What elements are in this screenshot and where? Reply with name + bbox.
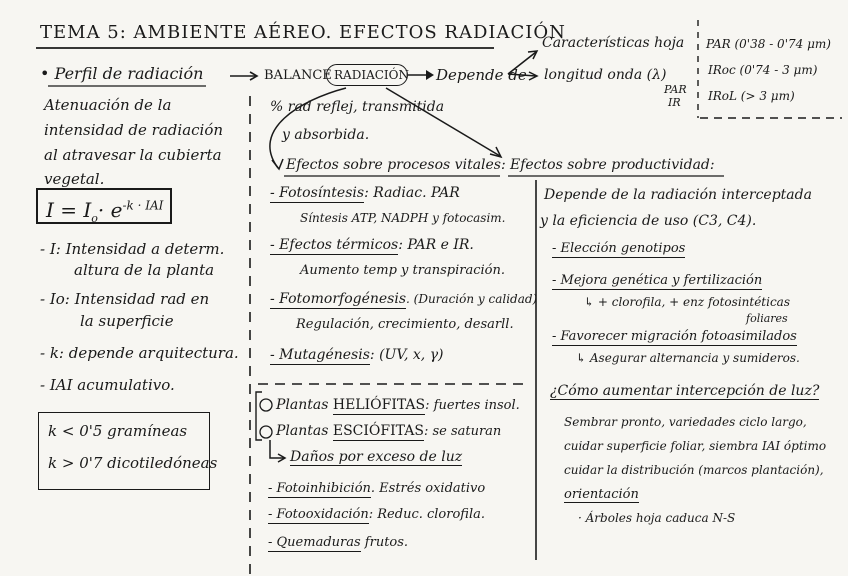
favorecer-migracion	[552, 330, 797, 343]
helio-b: HELIÓFITAS	[332, 397, 426, 413]
radiacion-label: RADIACIÓN	[334, 68, 409, 82]
termicos-rest: : PAR e IR.	[398, 237, 474, 253]
foliares-note: foliares	[746, 312, 788, 325]
lambda-par: PAR	[664, 83, 687, 96]
atten-line-1: Atenuación de la	[44, 96, 172, 114]
answer-line3: cuidar la distribución (marcos plantación),	[564, 463, 824, 477]
reflect-line2: y absorbida.	[282, 127, 370, 143]
def-i-line2: altura de la planta	[74, 261, 215, 279]
perfil-heading: • Perfil de radiación	[40, 64, 204, 83]
formula-sub: o	[91, 212, 98, 225]
k-gramineas: k < 0'5 gramíneas	[48, 422, 188, 440]
mutagenesis-rest: : (UV, x, γ)	[369, 347, 444, 363]
mejora-genetica	[552, 274, 762, 287]
favorecer-title: - Favorecer migración fotoasimilados	[552, 329, 797, 344]
page-title: TEMA 5: AMBIENTE AÉREO. EFECTOS RADIACIÓN	[40, 22, 566, 43]
vital-heading: Efectos sobre procesos vitales:	[286, 157, 506, 173]
helio-circle	[260, 399, 272, 411]
helio-c: : fuertes insol.	[425, 398, 520, 413]
fotosintesis-rest: : Radiac. PAR	[364, 185, 460, 201]
answer-line2: cuidar superficie foliar, siembra IAI óptimo	[564, 439, 827, 453]
atten-line-3: al atravesar la cubierta	[44, 146, 222, 164]
danos-arrow	[270, 440, 284, 458]
formula-exp: -k · IAI	[122, 198, 164, 213]
def-io-line1: - Io: Intensidad rad en	[40, 290, 210, 308]
termicos-row	[270, 238, 474, 252]
depende-de: Depende de	[436, 66, 527, 84]
escio-b: ESCIÓFITAS	[332, 423, 424, 439]
danos-heading: Daños por exceso de luz	[290, 449, 463, 465]
termicos-detail: Aumento temp y transpiración.	[300, 263, 505, 278]
answer-line1: Sembrar pronto, variedades ciclo largo,	[564, 415, 807, 429]
def-i-line1: - I: Intensidad a determ.	[40, 240, 225, 258]
def-k: - k: depende arquitectura.	[40, 344, 239, 362]
fotosintesis-title: - Fotosíntesis	[270, 185, 365, 201]
eleccion-genotipos	[552, 242, 685, 255]
escio-c: : se saturan	[423, 424, 502, 439]
quemaduras-row	[268, 536, 408, 549]
fotomorfo-detail: Regulación, crecimiento, desarll.	[296, 317, 514, 332]
formula-box	[36, 188, 172, 224]
orientacion-title: orientación	[564, 487, 639, 502]
helio-a: Plantas	[276, 397, 333, 413]
fotoinhibicion-title: - Fotoinhibición	[268, 481, 371, 496]
escio-a: Plantas	[276, 423, 333, 439]
orientacion-text: · Árboles hoja caduca N-S	[578, 511, 736, 525]
quemaduras-rest: frutos.	[360, 535, 409, 550]
termicos-title: - Efectos térmicos	[270, 237, 399, 253]
formula-mid: · e	[97, 198, 123, 222]
formula-lhs: I = I	[46, 198, 92, 222]
productivity-heading: Efectos sobre productividad:	[510, 157, 715, 173]
range-par: PAR (0'38 - 0'74 μm)	[706, 37, 831, 51]
mutagenesis-title: - Mutagénesis	[270, 347, 370, 363]
fotoinhibicion-rest: . Estrés oxidativo	[370, 481, 486, 496]
fotomorfo-row	[270, 292, 537, 306]
plants-bracket	[256, 392, 262, 440]
escio-circle	[260, 426, 272, 438]
prod-intro-2: y la eficiencia de uso (C3, C4).	[540, 213, 757, 229]
fotoinhibicion-row	[268, 482, 485, 495]
mejora-sub: ↳ + clorofila, + enz fotosintéticas	[584, 295, 790, 309]
fotomorfo-rest: . (Duración y calidad)	[406, 292, 538, 306]
quemaduras-title: - Quemaduras	[268, 535, 361, 550]
attenuation-formula	[46, 198, 163, 225]
longitud-onda: longitud onda (λ)	[544, 67, 667, 83]
fotosintesis-row	[270, 186, 460, 200]
balance-label: BALANCE	[264, 68, 332, 83]
heliofitas-row	[276, 398, 520, 412]
favorecer-sub: ↳ Asegurar alternancia y sumideros.	[576, 351, 800, 365]
fotooxidacion-title: - Fotooxidación	[268, 507, 369, 522]
mejora-title: - Mejora genética y fertilización	[552, 273, 763, 288]
def-io-line2: la superficie	[80, 312, 174, 330]
range-irol: IRoL (> 3 μm)	[708, 89, 795, 103]
k-dicotiledoneas: k > 0'7 dicotiledóneas	[48, 454, 218, 472]
lambda-ir: IR	[668, 96, 681, 109]
reflect-line1: % rad reflej, transmitida	[270, 99, 445, 115]
intercepcion-question: ¿Cómo aumentar intercepción de luz?	[550, 383, 820, 399]
fotooxidacion-row	[268, 508, 485, 521]
fotosintesis-detail: Síntesis ATP, NADPH y fotocasim.	[300, 211, 506, 225]
esciofitas-row	[276, 424, 501, 438]
fotooxidacion-rest: : Reduc. clorofila.	[368, 507, 486, 522]
caracteristicas-hoja: Características hoja	[542, 35, 685, 51]
mutagenesis-row	[270, 348, 444, 362]
prod-intro-1: Depende de la radiación interceptada	[544, 187, 812, 203]
def-iai: - IAI acumulativo.	[40, 376, 175, 394]
range-iroc: IRoc (0'74 - 3 μm)	[708, 63, 818, 77]
atten-line-2: intensidad de radiación	[44, 121, 224, 139]
eleccion-title: - Elección genotipos	[552, 241, 686, 256]
atten-line-4: vegetal.	[44, 170, 105, 188]
fotomorfo-title: - Fotomorfogénesis	[270, 291, 407, 307]
